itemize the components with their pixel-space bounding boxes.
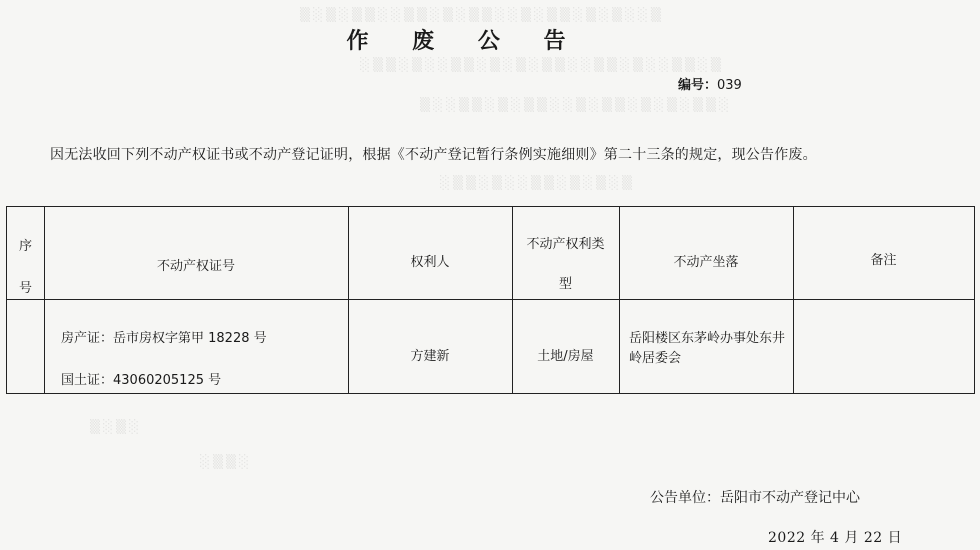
header-right-type-line2: 型 <box>558 277 572 292</box>
header-right-type-line1: 不动产权利类 <box>526 237 605 252</box>
document-number <box>678 74 742 93</box>
header-seq-line2: 号 <box>18 281 32 296</box>
row-right-type: 土地/房屋 <box>537 349 594 364</box>
issue-date: 2022 年 4 月 22 日 <box>768 530 903 546</box>
show-through-texture: ▒░░▒▒░▒░▒▒░░▒░▒▒░▒░▒░▒▒░ <box>420 98 732 113</box>
document-number-value: 039 <box>717 78 742 93</box>
show-through-texture: ░▒▒░ <box>200 455 252 470</box>
announcement-table <box>6 206 975 394</box>
header-certificate-number: 不动产权证号 <box>156 259 235 274</box>
header-right-holder: 权利人 <box>410 255 450 270</box>
row-holder: 方建新 <box>410 349 450 364</box>
issuer: 公告单位：岳阳市不动产登记中心 <box>650 490 860 506</box>
header-remarks: 备注 <box>870 253 897 268</box>
intro-paragraph: 因无法收回下列不动产权证书或不动产登记证明，根据《不动产登记暂行条例实施细则》第二十三条的规定，现公告作废。 <box>50 147 817 163</box>
show-through-texture: ▒░▒░▒▒░░▒▒░▒░▒▒░░▒░▒▒░▒░▒░░▒ <box>300 8 664 23</box>
show-through-texture: ▒░▒░ <box>90 420 142 435</box>
row-cert-line2: 国土证：43060205125 号 <box>61 373 222 388</box>
page-title: 作 废 公 告 <box>346 28 584 54</box>
show-through-texture: ░▒▒░▒░░▒▒░▒░▒░▒▒░░▒▒░▒░░▒▒░▒ <box>360 58 724 73</box>
row-location-line2: 岭居委会 <box>629 351 682 366</box>
document-number-label: 编号： <box>678 78 718 93</box>
header-seq-line1: 序 <box>18 239 32 254</box>
row-cert-line1: 房产证：岳市房权字第甲 18228 号 <box>61 331 267 346</box>
column-divider <box>974 207 975 393</box>
table-row <box>7 299 974 393</box>
row-location-line1: 岳阳楼区东茅岭办事处东井 <box>629 331 786 346</box>
header-location: 不动产坐落 <box>673 255 739 270</box>
show-through-texture: ░▒▒░▒░░▒▒░▒░▒░▒ <box>440 176 635 191</box>
